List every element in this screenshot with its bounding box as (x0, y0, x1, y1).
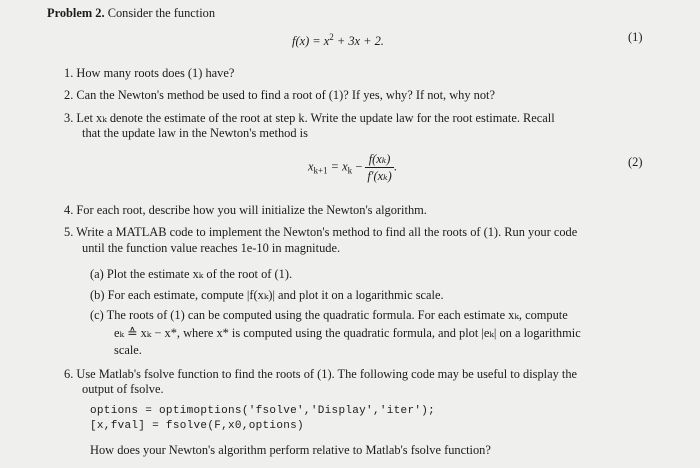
code-line-2: [x,fval] = fsolve(F,x0,options) (90, 420, 304, 432)
subitem-a-label: (a) (90, 267, 104, 281)
eq2-denominator: f′(xₖ) (367, 169, 392, 183)
item-1 (64, 66, 234, 81)
item-5-line-1 (64, 225, 577, 240)
item-4 (64, 203, 427, 218)
code-line-1: options = optimoptions('fsolve','Display','iter'); (90, 405, 436, 417)
item-5-line-2: until the function value reaches 1e-10 in magnitude. (82, 241, 341, 255)
eq2-mid-subscript: k (347, 165, 353, 176)
equation-1 (292, 32, 384, 49)
subitem-c-line-1 (90, 307, 568, 323)
subitem-c-line-3: scale. (114, 343, 142, 357)
problem-intro: Consider the function (107, 6, 216, 20)
subitem-c-text-1: The roots of (1) can be computed using the quadratic formula. For each estimate xₖ, compute (106, 308, 568, 322)
item-5-text-1: Write a MATLAB code to implement the Newton's method to find all the roots of (1). Run your code (76, 225, 578, 239)
item-3-line-1 (64, 110, 555, 126)
eq2-lhs: x (308, 159, 314, 174)
item-4-number: 4. (64, 203, 74, 217)
problem-title: Problem 2. (47, 6, 105, 20)
subitem-c-line-2: eₖ ≙ xₖ − x*, where x* is computed using the quadratic formula, and plot |eₖ| on a logarithmic (114, 326, 581, 340)
eq2-end: . (393, 159, 397, 174)
eq2-fraction (365, 151, 393, 184)
equation-2-number: (2) (628, 155, 643, 169)
item-2-text: Can the Newton's method be used to find a root of (1)? If yes, why? If not, why not? (76, 88, 496, 102)
subitem-b (90, 287, 444, 303)
closing-question: How does your Newton's algorithm perform relative to Matlab's fsolve function? (90, 443, 491, 457)
subitem-b-text: For each estimate, compute |f(xₖ)| and plot it on a logarithmic scale. (107, 288, 444, 302)
item-2 (64, 88, 495, 103)
subitem-a-text: Plot the estimate xₖ of the root of (1). (106, 267, 293, 281)
eq2-minus: − (352, 159, 366, 174)
eq2-mid: = x (327, 159, 348, 174)
equation-2 (308, 151, 397, 184)
item-1-number: 1. (64, 66, 74, 80)
eq1-rhs: + 3x + 2. (333, 34, 384, 48)
item-3-number: 3. (64, 111, 74, 125)
item-1-text: How many roots does (1) have? (76, 66, 235, 80)
item-3-text-1: Let xₖ denote the estimate of the root at step k. Write the update law for the root estimate. Recall (76, 111, 555, 125)
subitem-a (90, 266, 292, 282)
item-6-line-2: output of fsolve. (82, 382, 164, 396)
equation-1-number: (1) (628, 30, 643, 44)
problem-heading (47, 6, 215, 21)
item-3-line-2: that the update law in the Newton's method is (82, 126, 308, 140)
item-6-number: 6. (64, 367, 74, 381)
eq2-lhs-subscript: k+1 (313, 165, 328, 176)
subitem-b-label: (b) (90, 288, 105, 302)
item-6-text-1: Use Matlab's fsolve function to find the roots of (1). The following code may be useful to display the (76, 367, 578, 381)
eq2-numerator: f(xₖ) (365, 151, 393, 168)
eq1-lhs: f(x) = x (292, 34, 330, 48)
item-4-text: For each root, describe how you will initialize the Newton's algorithm. (76, 203, 427, 217)
item-6-line-1 (64, 367, 577, 382)
item-2-number: 2. (64, 88, 74, 102)
item-5-number: 5. (64, 225, 74, 239)
eq1-exponent: 2 (329, 32, 334, 42)
subitem-c-label: (c) (90, 308, 104, 322)
